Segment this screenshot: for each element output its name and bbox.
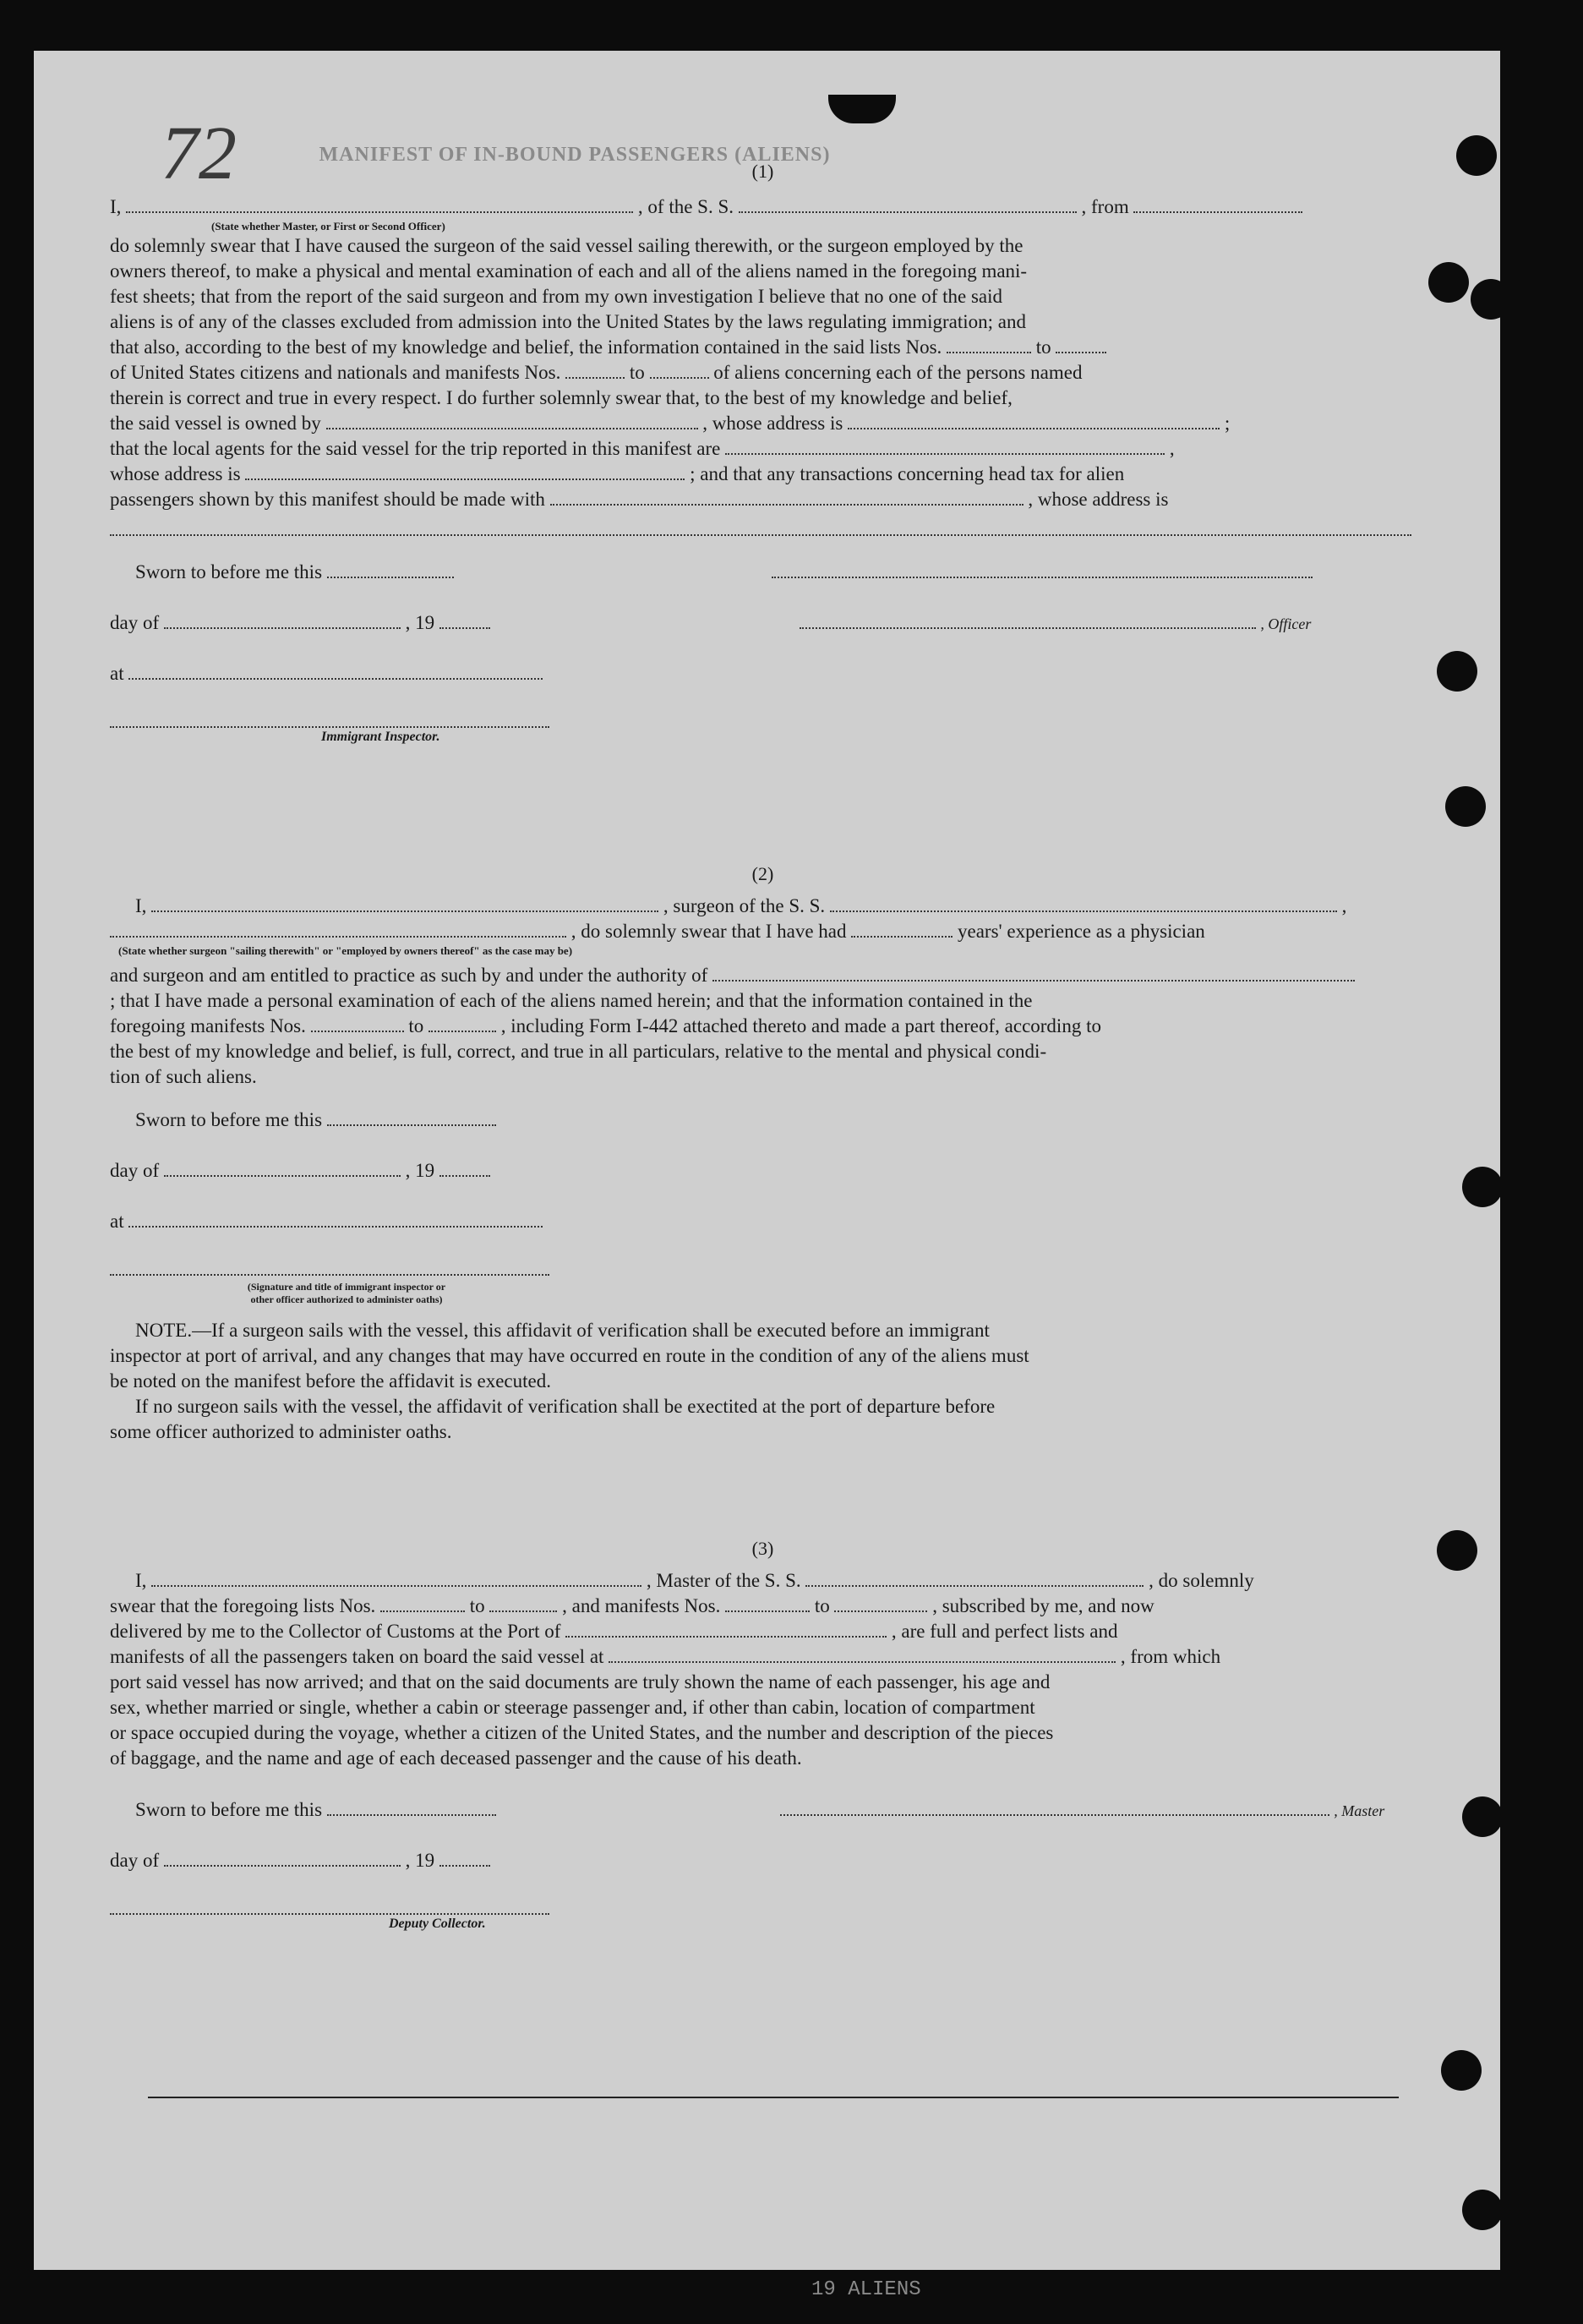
master-manifests-to-field[interactable] xyxy=(834,1595,927,1612)
state-note: (State whether Master, or First or Second Officer) xyxy=(211,220,445,232)
sworn-label: Sworn to before me this xyxy=(135,561,323,582)
bottom-rule xyxy=(148,2097,1399,2098)
at-label: at xyxy=(110,663,124,684)
owned-by-row: the said vessel is owned by , whose address is ; xyxy=(110,413,1231,434)
day-field[interactable] xyxy=(164,1160,401,1177)
bleed-through-title: MANIFEST OF IN-BOUND PASSENGERS (ALIENS) xyxy=(319,144,831,166)
local-agents-field[interactable] xyxy=(725,438,1165,455)
head-tax-label: ; and that any transactions concerning head tax for alien xyxy=(690,463,1125,484)
deputy-sig xyxy=(110,1898,1416,1940)
note-4: If no surgeon sails with the vessel, the affidavit of verification shall be exectited at the port of departure before xyxy=(135,1396,996,1417)
surgeon-vessel-field[interactable] xyxy=(830,895,1337,912)
lists-from-field[interactable] xyxy=(947,336,1031,353)
day-of-label: day of xyxy=(110,1160,160,1181)
from-label: , from xyxy=(1081,196,1129,217)
section-3-taken-row xyxy=(110,1644,1416,1670)
subscribed-label: , subscribed by me, and now xyxy=(932,1595,1154,1616)
section-3-para-2: sex, whether married or single, whether a cabin or steerage passenger and, if other than cabin, location of compartment xyxy=(110,1697,1035,1718)
including-label: , including Form I-442 attached thereto and made a part thereof, according to xyxy=(500,1015,1101,1036)
surgeon-capacity-field[interactable] xyxy=(110,921,566,938)
officer-title-line[interactable] xyxy=(800,612,1256,629)
surgeon-name-field[interactable] xyxy=(151,895,658,912)
paper-notch xyxy=(828,95,896,123)
section-1-para-5: that also, according to the best of my knowledge and belief, the information contained in the said lists Nos. xyxy=(110,336,942,358)
section-2-para-4: tion of such aliens. xyxy=(110,1066,257,1087)
day-of-label: day of xyxy=(110,1850,160,1871)
master-vessel-field[interactable] xyxy=(805,1570,1144,1587)
lists-to-field[interactable] xyxy=(1056,336,1106,353)
to-label: to xyxy=(629,362,645,383)
full-perfect-label: , are full and perfect lists and xyxy=(891,1621,1118,1642)
from-which-label: , from which xyxy=(1120,1646,1221,1667)
officer-label: , Officer xyxy=(1260,615,1312,632)
authority-label: and surgeon and am entitled to practice as such by and under the authority of xyxy=(110,965,708,986)
authority-field[interactable] xyxy=(712,965,1355,982)
do-solemnly-label: , do solemnly xyxy=(1149,1570,1254,1591)
officer-signature-line[interactable] xyxy=(772,561,1313,578)
year-field[interactable] xyxy=(439,1850,490,1867)
sworn-date-field[interactable] xyxy=(327,561,454,578)
to-label: to xyxy=(408,1015,424,1036)
section-1-para-6-row xyxy=(110,360,1416,386)
sworn-label: Sworn to before me this xyxy=(135,1109,323,1130)
local-agents-label: that the local agents for the said vessel for the trip reported in this manifest are xyxy=(110,438,721,459)
section-2-intro: I, , surgeon of the S. S. , xyxy=(135,895,1347,916)
section-3-para-4: of baggage, and the name and age of each deceased passenger and the cause of his death. xyxy=(110,1747,802,1769)
signature-note xyxy=(177,1281,516,1306)
punch-hole xyxy=(1462,1796,1500,1837)
agent-address-row xyxy=(110,462,1416,487)
punch-hole xyxy=(1462,2190,1500,2230)
punch-hole xyxy=(1456,135,1497,176)
i-label: I, xyxy=(135,1570,147,1591)
year-field[interactable] xyxy=(439,1160,490,1177)
whose-address-label: , whose address is xyxy=(702,413,843,434)
note-2: inspector at port of arrival, and any changes that may have occurred en route in the condition of any of the aliens must xyxy=(110,1345,1029,1366)
punch-hole xyxy=(1437,651,1477,692)
to-label: to xyxy=(1035,336,1051,358)
master-lists-to-field[interactable] xyxy=(489,1595,557,1612)
of-ss-label: , of the S. S. xyxy=(637,196,734,217)
whose-address-label-2: whose address is xyxy=(110,463,241,484)
to-label: to xyxy=(469,1595,485,1616)
section-1-para-4: aliens is of any of the classes excluded from admission into the United States by the laws regulating immigration; and xyxy=(110,311,1026,332)
section-1-para-7: therein is correct and true in every respect. I do further solemnly swear that, to the best of my knowledge and belief, xyxy=(110,387,1013,408)
passengers-shown-row xyxy=(110,487,1416,512)
authority-row xyxy=(110,963,1416,988)
section-3-port-row xyxy=(110,1619,1416,1644)
master-lists-from-field[interactable] xyxy=(380,1595,465,1612)
inspector-signature-line[interactable] xyxy=(110,1259,549,1276)
master-of-label: , Master of the S. S. xyxy=(646,1570,801,1591)
i-label: I, xyxy=(110,196,122,217)
vessel-name-field[interactable] xyxy=(739,196,1077,213)
section-3-day xyxy=(110,1847,1416,1898)
section-3-para-3: or space occupied during the voyage, whether a citizen of the United States, and the number and description of the pieces xyxy=(110,1722,1054,1743)
section-3-lists-row xyxy=(110,1594,1416,1619)
year-label: , 19 xyxy=(405,612,435,633)
punch-hole xyxy=(1437,1530,1477,1571)
section-3-para-1: port said vessel has now arrived; and that on the said documents are truly shown the name of each passenger, his age and xyxy=(110,1671,1051,1692)
inspector-label: Immigrant Inspector. xyxy=(321,730,440,744)
section-2-years-row xyxy=(110,919,1416,944)
section-2-para-1: ; that I have made a personal examination of each of the aliens named herein; and that the information contained in the xyxy=(110,990,1033,1011)
punch-hole xyxy=(1471,279,1500,320)
master-signature-line[interactable] xyxy=(780,1799,1329,1816)
punch-hole xyxy=(1428,262,1469,303)
deputy-label: Deputy Collector. xyxy=(389,1917,486,1931)
bleed-through-footer: 19 ALIENS xyxy=(811,2278,921,2301)
section-2-para-3: the best of my knowledge and belief, is full, correct, and true in all particulars, relative to the mental and physical condi- xyxy=(110,1041,1047,1062)
section-1-para-6: of United States citizens and nationals and manifests Nos. xyxy=(110,362,561,383)
handwritten-number: 72 xyxy=(161,112,237,195)
section-2-sworn xyxy=(110,1107,1416,1157)
punch-hole xyxy=(1441,2050,1482,2091)
surgeon-manifests-from-field[interactable] xyxy=(311,1015,404,1032)
manifests-to-field[interactable] xyxy=(650,362,709,379)
surgeon-of-label: , surgeon of the S. S. xyxy=(663,895,826,916)
port-field[interactable] xyxy=(565,1621,887,1638)
address-continuation-field[interactable] xyxy=(110,519,1411,536)
i-label: I, xyxy=(135,895,147,916)
section-2-para-2: foregoing manifests Nos. xyxy=(110,1015,306,1036)
year-label: , 19 xyxy=(405,1850,435,1871)
deputy-signature-line[interactable] xyxy=(110,1898,549,1915)
note-3: be noted on the manifest before the affidavit is executed. xyxy=(110,1370,551,1392)
swear-lists-label: swear that the foregoing lists Nos. xyxy=(110,1595,376,1616)
local-agents-row: that the local agents for the said vessel for the trip reported in this manifest are , xyxy=(110,438,1175,459)
master-name-field[interactable] xyxy=(151,1570,641,1587)
head-tax-contact-field[interactable] xyxy=(550,489,1023,506)
agent-address-field[interactable] xyxy=(245,463,685,480)
years-field[interactable] xyxy=(851,921,953,938)
at-place-field[interactable] xyxy=(128,1211,543,1228)
section-2-number: (2) xyxy=(751,863,774,884)
note-5: some officer authorized to administer oaths. xyxy=(110,1421,452,1442)
master-manifests-from-field[interactable] xyxy=(725,1595,810,1612)
do-solemnly-label: , do solemnly swear that I have had xyxy=(570,921,847,942)
note-1: NOTE.—If a surgeon sails with the vessel, this affidavit of verification shall be executed before an immigrant xyxy=(135,1320,990,1341)
section-3-sworn xyxy=(110,1796,1416,1847)
punch-hole xyxy=(1462,1167,1500,1207)
section-1-para-5-row xyxy=(110,335,1416,360)
year-label: , 19 xyxy=(405,1160,435,1181)
surgeon-manifests-to-field[interactable] xyxy=(429,1015,496,1032)
to-label: to xyxy=(814,1595,830,1616)
section-3-intro xyxy=(110,1568,1416,1594)
officer-name-field[interactable] xyxy=(126,196,633,213)
of-aliens-label: of aliens concerning each of the persons named xyxy=(713,362,1083,383)
section-1-intro xyxy=(110,194,1416,220)
sworn-date-field[interactable] xyxy=(327,1109,496,1126)
surgeon-state-note: (State whether surgeon "sailing therewith" or "employed by owners thereof" as the case may be) xyxy=(118,944,573,957)
section-1-at xyxy=(110,660,1416,711)
inspector-signature-line[interactable] xyxy=(110,711,549,728)
section-1-para-2: owners thereof, to make a physical and mental examination of each and all of the aliens named in the foregoing mani- xyxy=(110,260,1028,282)
passengers-shown-label: passengers shown by this manifest should be made with xyxy=(110,489,545,510)
section-2-day xyxy=(110,1157,1416,1208)
signature-note-line-1: (Signature and title of immigrant inspector or xyxy=(247,1281,446,1293)
manifests-from-field[interactable] xyxy=(565,362,625,379)
sworn-label: Sworn to before me this xyxy=(135,1799,323,1820)
section-1-sworn xyxy=(110,559,1416,610)
master-label: , Master xyxy=(1334,1802,1385,1819)
manifests-all-label: manifests of all the passengers taken on board the said vessel at xyxy=(110,1646,604,1667)
punch-hole xyxy=(1445,786,1486,827)
year-field[interactable] xyxy=(439,612,490,629)
whose-address-label-3: , whose address is xyxy=(1028,489,1169,510)
inspector-sig xyxy=(110,711,1416,753)
at-place-field[interactable] xyxy=(128,663,543,680)
section-1-number: (1) xyxy=(751,161,774,182)
delivered-label: delivered by me to the Collector of Customs at the Port of xyxy=(110,1621,561,1642)
section-3-number: (3) xyxy=(751,1538,774,1559)
form-content xyxy=(110,161,1416,1940)
manifest-sheet xyxy=(34,51,1500,2270)
section-2-at xyxy=(110,1208,1416,1259)
signature-note-line-2: other officer authorized to administer oaths) xyxy=(250,1293,443,1305)
section-1-day xyxy=(110,610,1416,660)
embarkation-port-field[interactable] xyxy=(609,1646,1116,1663)
owner-address-field[interactable] xyxy=(848,413,1220,429)
section-2-sig xyxy=(110,1259,1416,1310)
section-2-para-2-row xyxy=(110,1014,1416,1039)
day-field[interactable] xyxy=(164,1850,401,1867)
at-label: at xyxy=(110,1211,124,1232)
years-exp-label: years' experience as a physician xyxy=(958,921,1205,942)
day-field[interactable] xyxy=(164,612,401,629)
from-port-field[interactable] xyxy=(1133,196,1302,213)
and-manifests-label: , and manifests Nos. xyxy=(562,1595,721,1616)
section-1-para-1: do solemnly swear that I have caused the surgeon of the said vessel sailing therewith, or the surgeon employed by the xyxy=(110,235,1023,256)
owned-by-label: the said vessel is owned by xyxy=(110,413,321,434)
day-of-label: day of xyxy=(110,612,160,633)
section-1-para-3: fest sheets; that from the report of the said surgeon and from my own investigation I believe that no one of the said xyxy=(110,286,1003,307)
sworn-date-field[interactable] xyxy=(327,1799,496,1816)
owner-field[interactable] xyxy=(326,413,698,429)
